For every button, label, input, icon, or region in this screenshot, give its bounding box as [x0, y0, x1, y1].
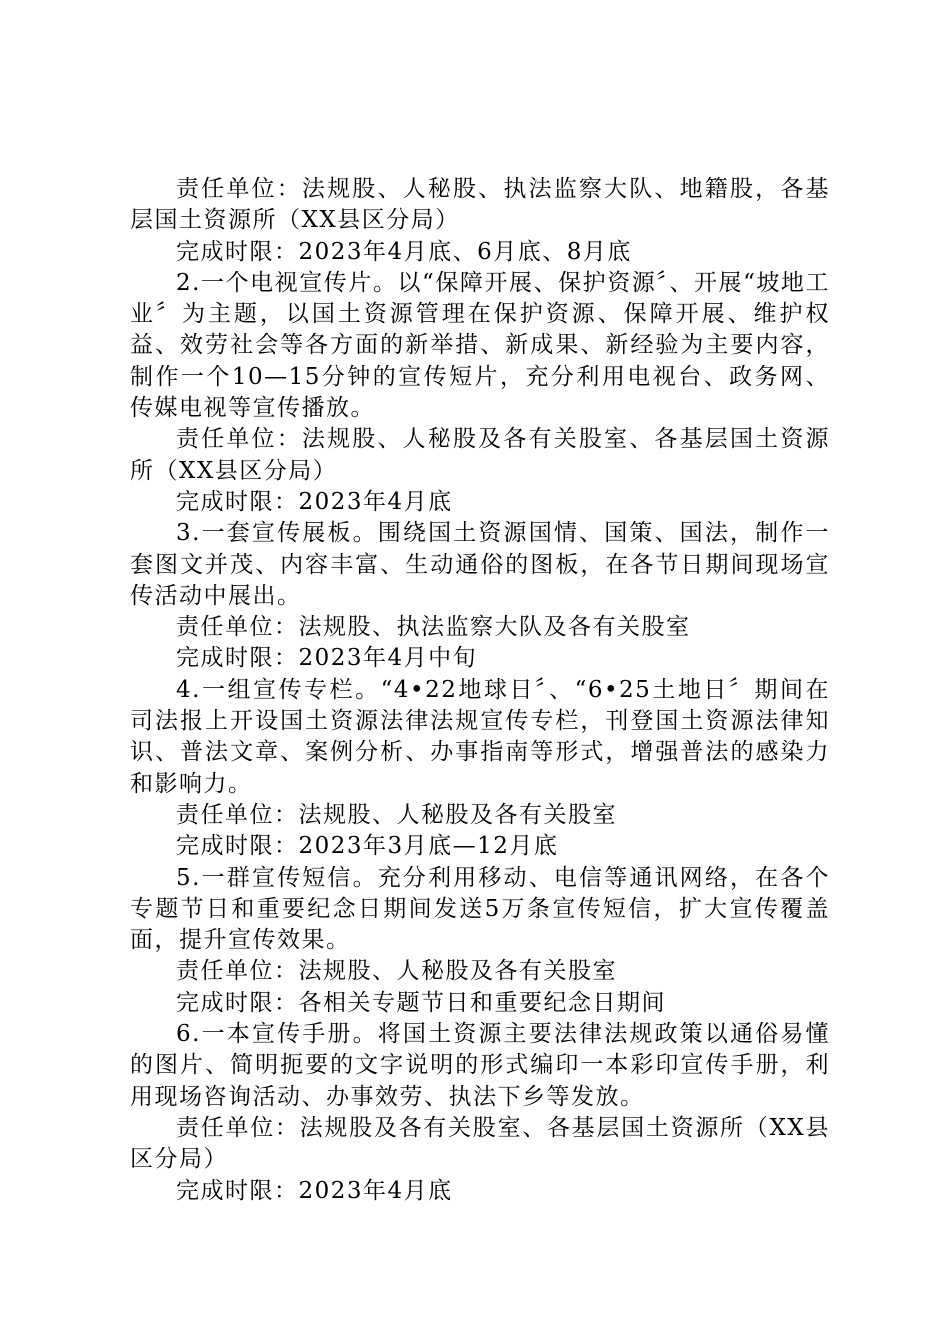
paragraph-deadline-2: 完成时限：2023年4月底: [176, 488, 453, 515]
paragraph-item-tv-promo: 2.一个电视宣传片。以“保障开展、保护资源〞、开展“坡地工业〞为主题，以国土资源管理在保护资源、保障开展、维护权益、效劳社会等各方面的新举措、新成果、新经验为主要内容，制作一个10—15分钟的宣传短片，充分利用电视台、政务网、传媒电视等宣传播放。: [130, 269, 830, 422]
paragraph-item-handbook: 6.一本宣传手册。将国土资源主要法律法规政策以通俗易懂的图片、简明扼要的文字说明的形式编印一本彩印宣传手册，利用现场咨询活动、办事效劳、执法下乡等发放。: [130, 1021, 830, 1110]
paragraph-responsible-3: 责任单位：法规股、执法监察大队及各有关股室: [176, 614, 691, 641]
paragraph-responsible-4: 责任单位：法规股、人秘股及各有关股室: [176, 801, 617, 828]
paragraph-item-sms: 5.一群宣传短信。充分利用移动、电信等通讯网络，在各个专题节日和重要纪念日期间发送5万条宣传短信，扩大宣传覆盖面，提升宣传效果。: [130, 864, 830, 954]
paragraph-item-columns: 4.一组宣传专栏。“4•22地球日〞、“6•25土地日〞期间在司法报上开设国土资源法律法规宣传专栏，刊登国土资源法律知识、普法文章、案例分析、办事指南等形式，增强普法的感染力和影响力。: [130, 676, 830, 797]
paragraph-deadline-6: 完成时限：2023年4月底: [176, 1177, 453, 1204]
paragraph-deadline-5: 完成时限：各相关专题节日和重要纪念日期间: [176, 989, 666, 1016]
paragraph-deadline-4: 完成时限：2023年3月底—12月底: [176, 833, 559, 860]
paragraph-deadline-1: 完成时限：2023年4月底、6月底、8月底: [176, 238, 632, 265]
paragraph-item-display-boards: 3.一套宣传展板。围绕国土资源国情、国策、国法，制作一套图文并茂、内容丰富、生动通俗的图板，在各节日期间现场宣传活动中展出。: [130, 520, 830, 609]
paragraph-responsible-1: 责任单位：法规股、人秘股、执法监察大队、地籍股，各基层国土资源所（XX县区分局）: [130, 176, 830, 234]
paragraph-responsible-2: 责任单位：法规股、人秘股及各有关股室、各基层国土资源所（XX县区分局）: [130, 426, 830, 484]
document-body: [130, 174, 830, 1207]
paragraph-responsible-6: 责任单位：法规股及各有关股室、各基层国土资源所（XX县区分局）: [130, 1114, 830, 1173]
paragraph-deadline-3: 完成时限：2023年4月中旬: [176, 645, 478, 672]
paragraph-responsible-5: 责任单位：法规股、人秘股及各有关股室: [176, 958, 617, 985]
